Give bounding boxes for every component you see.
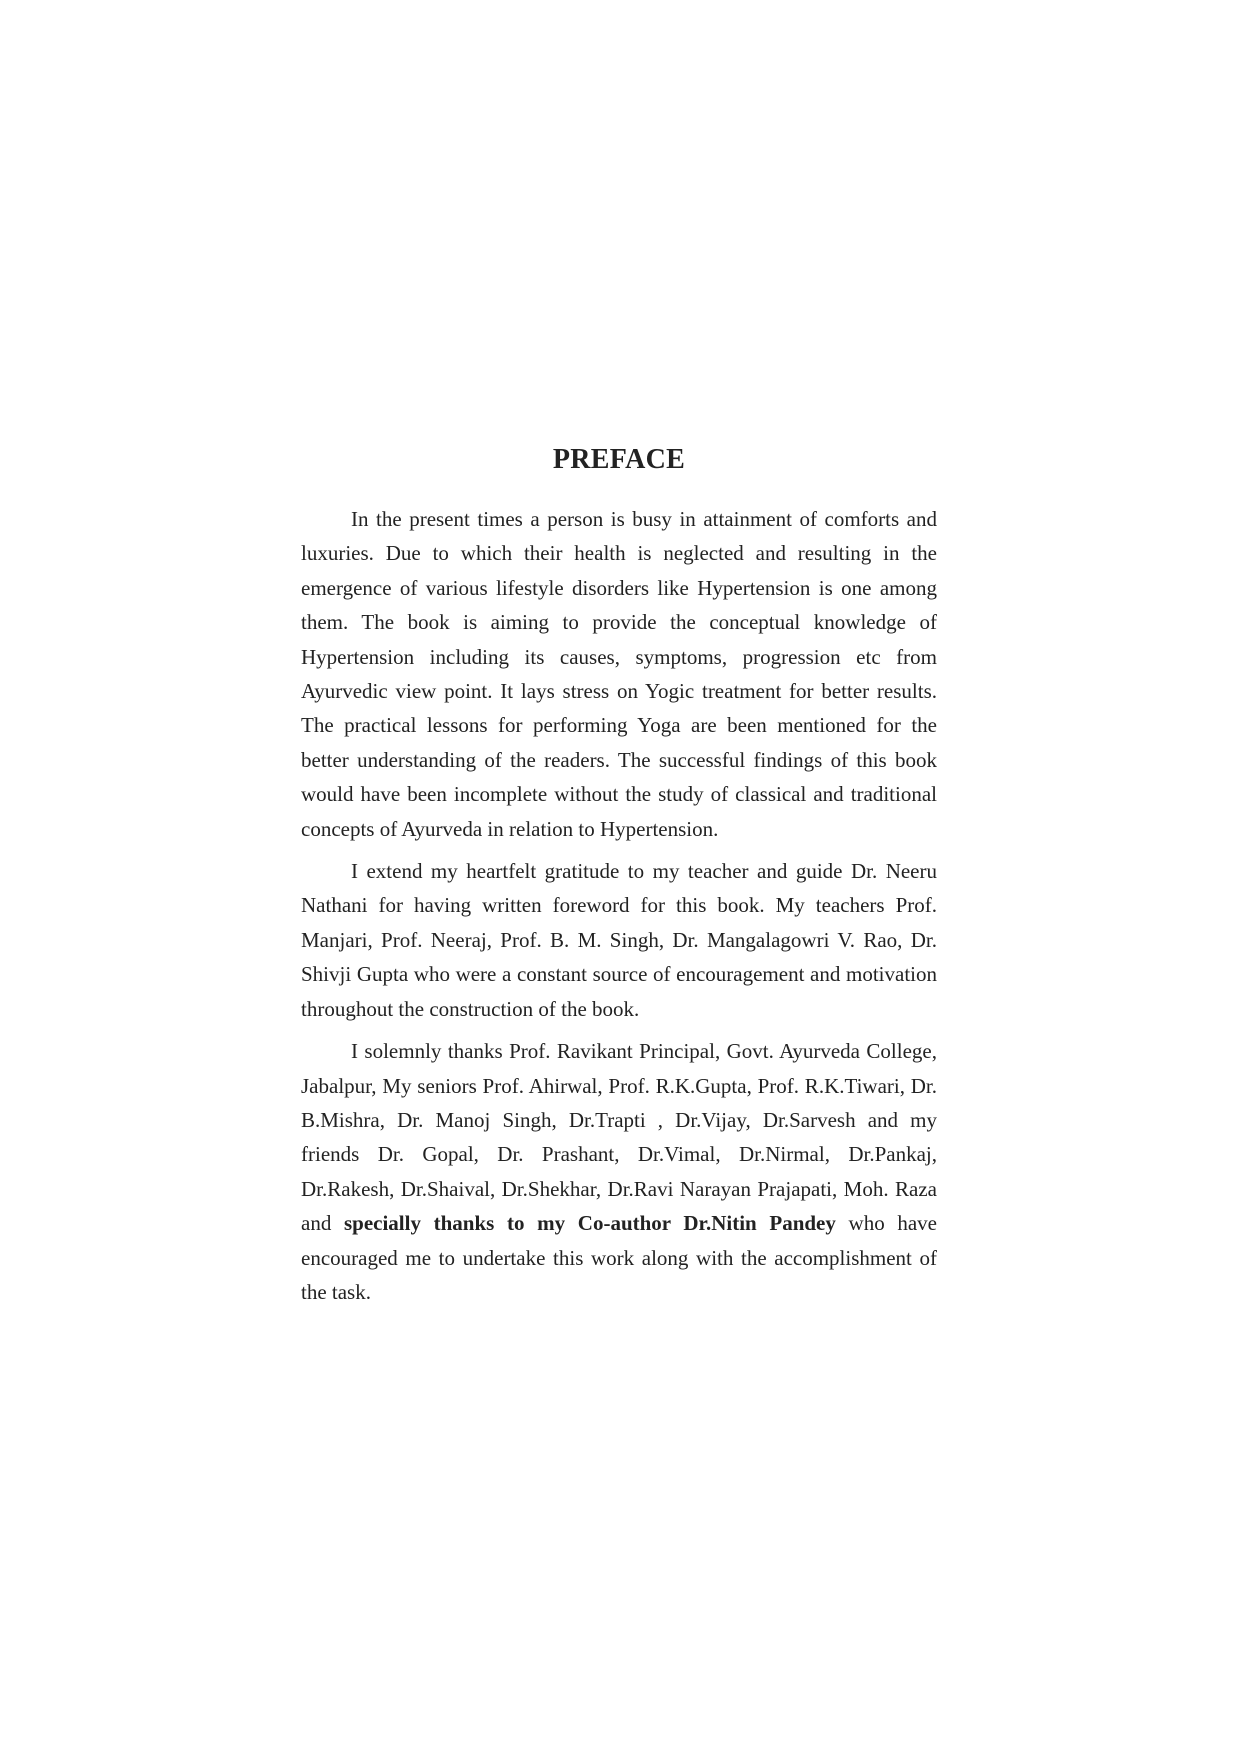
paragraph-acknowledgements [301,1034,937,1309]
paragraph-gratitude: I extend my heartfelt gratitude to my teacher and guide Dr. Neeru Nathani for having written foreword for this book. My teachers Prof. Manjari, Prof. Neeraj, Prof. B. M. Singh, Dr. Mangalagowri V. Rao, Dr. Shivji Gupta who were a constant source of encouragement and motivation throughout the construction of the book. [301,859,937,1021]
paragraph-intro: In the present times a person is busy in attainment of comforts and luxuries. Due to which their health is neglected and resulting in the emergence of various lifestyle disorders like Hypertension is one among them. The book is aiming to provide the conceptual knowledge of Hypertension including its causes, symptoms, progression etc from Ayurvedic view point. It lays stress on Yogic treatment for better results. The practical lessons for performing Yoga are been mentioned for the better understanding of the readers. The successful findings of this book would have been incomplete without the study of classical and traditional concepts of Ayurveda in relation to Hypertension. [301,507,937,841]
document-page [301,440,937,1317]
acknowledgements-closing: who have encouraged me to undertake this work along with the accomplishment of the task. [301,1211,937,1304]
acknowledgements-text: I solemnly thanks Prof. Ravikant Principal, Govt. Ayurveda College, Jabalpur, My seniors Prof. Ahirwal, Prof. R.K.Gupta, Prof. R.K.Tiwari, Dr. B.Mishra, Dr. Manoj Singh, Dr.Trapti , Dr.Vijay, Dr.Sarvesh and my friends Dr. Gopal, Dr. Prashant, Dr.Vimal, Dr.Nirmal, Dr.Pankaj, Dr.Rakesh, Dr.Shaival, Dr.Shekhar, Dr.Ravi Narayan Prajapati, Moh. Raza and [301,1039,937,1236]
page-title: PREFACE [552,444,686,475]
coauthor-thanks-bold: specially thanks to my Co-author Dr.Nitin Pandey [343,1211,836,1236]
